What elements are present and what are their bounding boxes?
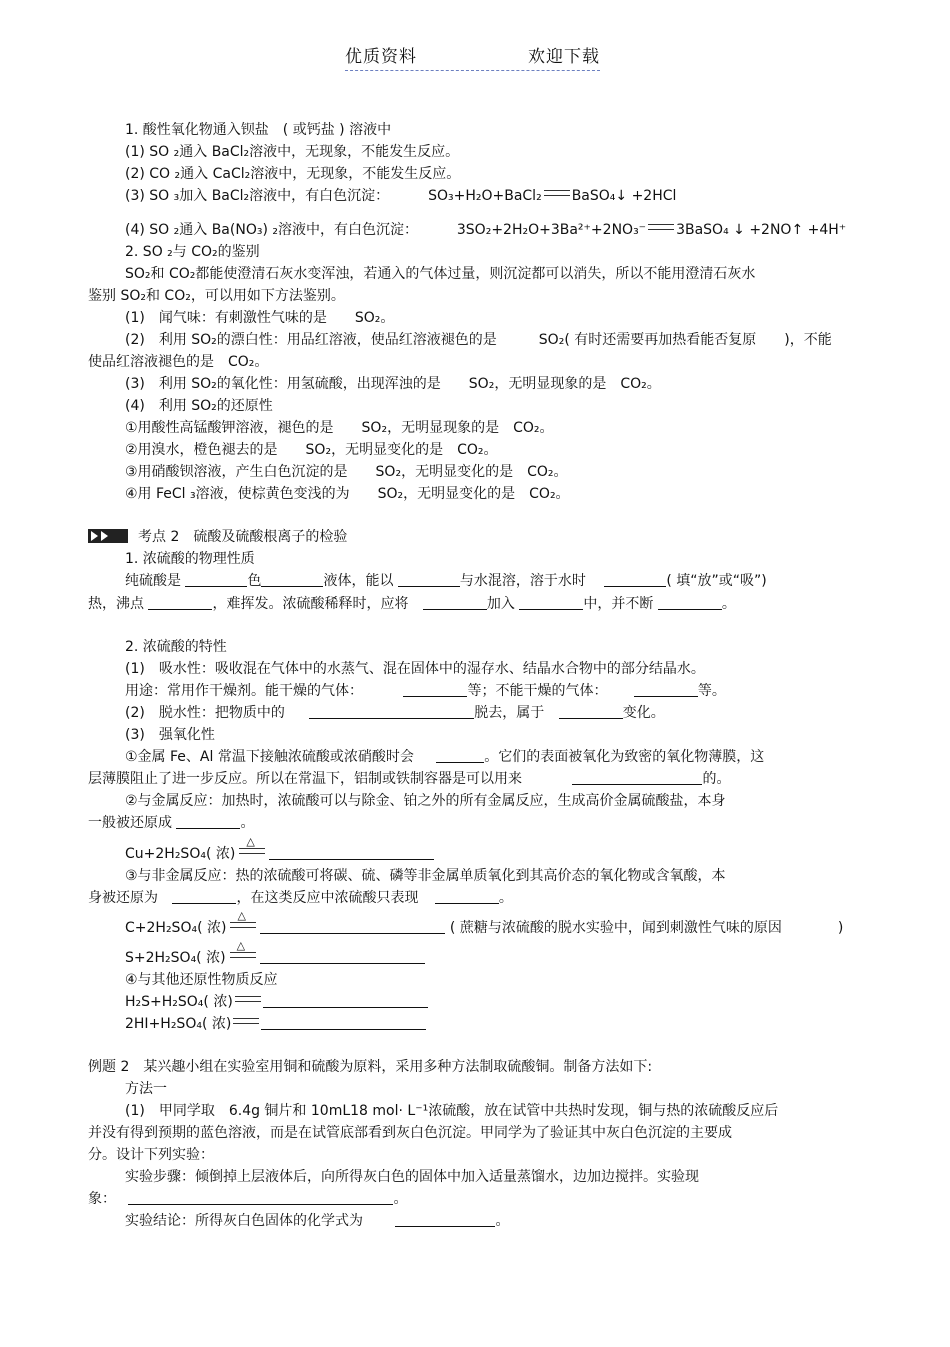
chem-text: 。它们的表面被氧化为致密的氧化物薄膜，这 [484, 749, 765, 765]
example-text: 象： [88, 1191, 116, 1207]
sec2-para-line1: SO₂和 CO₂都能使澄清石灰水变浑浊，若通入的气体过量，则沉淀都可以消失，所以不能用澄清石灰水 [125, 266, 756, 282]
phys-text: 热，沸点 [88, 596, 144, 612]
equation-products: BaSO₄↓ +2HCl [571, 188, 677, 204]
chem-text: 等。 [697, 683, 726, 699]
blank-field[interactable] [519, 595, 583, 610]
sec1-line2: (2) CO ₂通入 CaCl₂溶液中，无现象，不能发生反应。 [125, 166, 461, 182]
blank-field[interactable] [261, 572, 323, 587]
blank-field[interactable] [148, 595, 212, 610]
chem-text: 等；不能干燥的气体： [467, 683, 608, 699]
sec1-line3-text: (3) SO ₃加入 BaCl₂溶液中，有白色沉淀： [125, 188, 390, 204]
phys-text: 色 [247, 573, 262, 589]
blank-field[interactable] [128, 1190, 393, 1205]
chem-text: 变化。 [622, 705, 665, 721]
chem-title: 2. 浓硫酸的特性 [125, 639, 227, 655]
method-3: (3) 利用 SO₂的氧化性：用氢硫酸，出现浑浊的是 SO₂，无明显现象的是 CO₂。 [125, 376, 661, 392]
equals-sign [544, 190, 570, 196]
method-1: (1) 闻气味：有刺激性气味的是 SO₂。 [125, 310, 395, 326]
chem-text: 。 [240, 815, 255, 831]
c-equation [125, 918, 843, 938]
header-left: 优质资料 [345, 47, 417, 67]
equation-reactants: C+2H₂SO₄( 浓) [125, 920, 227, 936]
blank-field[interactable] [261, 1015, 426, 1030]
blank-field[interactable] [423, 595, 487, 610]
phys-text: 加入 [486, 596, 515, 612]
chem-text: 。 [498, 890, 513, 906]
phys-text: 纯硫酸是 [125, 573, 181, 589]
hi-equation [125, 1014, 426, 1034]
example-text: 。 [495, 1213, 510, 1229]
example-q1-line2: 并没有得到预期的蓝色溶液，而是在试管底部看到灰白色沉淀。甲同学为了验证其中灰白色沉淀的主要成 [88, 1125, 732, 1141]
blank-field[interactable] [176, 814, 240, 829]
blank-field[interactable] [269, 845, 434, 860]
h2s-equation [125, 992, 428, 1012]
chem-text: (2) 脱水性：把物质中的 [125, 705, 285, 721]
example-text: 实验结论：所得灰白色固体的化学式为 [125, 1213, 363, 1229]
example-q1-line3: 分。设计下列实验： [88, 1147, 214, 1163]
blank-field[interactable] [604, 572, 666, 587]
example-text: 。 [393, 1191, 408, 1207]
kaodian-heading [88, 527, 347, 547]
sec2-title: 2. SO ₂与 CO₂的鉴别 [125, 244, 260, 260]
equals-sign [233, 1018, 259, 1024]
heat-condition-icon [230, 922, 256, 928]
blank-field[interactable] [436, 748, 484, 763]
equals-sign [235, 996, 261, 1002]
oxidation-title: (3) 强氧化性 [125, 727, 215, 743]
page-header [345, 42, 600, 71]
heat-condition-icon [239, 848, 265, 854]
chem-text: 一般被还原成 [88, 815, 172, 831]
absorb-line: (1) 吸水性：吸收混在气体中的水蒸气、混在固体中的湿存水、结晶水合物中的部分结晶水。 [125, 661, 705, 677]
method-4-item3: ③用硝酸钡溶液，产生白色沉淀的是 SO₂，无明显变化的是 CO₂。 [125, 464, 568, 480]
blank-field[interactable] [634, 682, 698, 697]
kaodian-title: 考点 2 硫酸及硫酸根离子的检验 [138, 529, 348, 545]
blank-field[interactable] [572, 770, 702, 785]
s-equation [125, 948, 425, 968]
cu-equation [125, 844, 434, 864]
method-2-line2: 使品红溶液褪色的是 CO₂。 [88, 354, 269, 370]
passivation-line1 [125, 747, 764, 767]
nonmetal-reaction-line1: ③与非金属反应：热的浓硫酸可将碳、硫、磷等非金属单质氧化到其高价态的氧化物或含氧酸，本 [125, 868, 726, 884]
example-title: 例题 2 某兴趣小组在实验室用铜和硫酸为原料，采用多种方法制取硫酸铜。制备方法如下: [88, 1059, 653, 1075]
phys-text: ( 填“放”或“吸”) [666, 573, 767, 589]
phys-line1 [125, 571, 767, 591]
sec1-title: 1. 酸性氧化物通入钡盐 ( 或钙盐 ) 溶液中 [125, 122, 392, 138]
blank-field[interactable] [263, 993, 428, 1008]
blank-field[interactable] [185, 572, 247, 587]
blank-field[interactable] [403, 682, 467, 697]
phys-text: 与水混溶，溶于水时 [459, 573, 586, 589]
chem-text: 的。 [702, 771, 731, 787]
phys-text: ，难挥发。浓硫酸稀释时，应将 [212, 596, 409, 612]
method-4-item2: ②用溴水，橙色褪去的是 SO₂，无明显变化的是 CO₂。 [125, 442, 498, 458]
blank-field[interactable] [395, 1212, 495, 1227]
chem-text: 层薄膜阻止了进一步反应。所以在常温下，铝制或铁制容器是可以用来 [88, 771, 522, 787]
sec1-line1: (1) SO ₂通入 BaCl₂溶液中，无现象，不能发生反应。 [125, 144, 460, 160]
phys-text: 中，并不断 [583, 596, 654, 612]
phys-line2 [88, 594, 736, 614]
chem-text: 身被还原为 [88, 890, 158, 906]
example-conclusion [125, 1211, 509, 1231]
method-2-line1: (2) 利用 SO₂的漂白性：用品红溶液，使品红溶液褪色的是 SO₂( 有时还需要再加热看能否复原 )，不能 [125, 332, 832, 348]
metal-reaction-line2 [88, 813, 254, 833]
sugar-note: ( 蔗糖与浓硫酸的脱水实验中，闻到刺激性气味的原因 ) [449, 920, 844, 936]
drying-use-line [125, 681, 726, 701]
passivation-line2 [88, 769, 730, 789]
chem-text: ，在这类反应中浓硫酸只表现 [236, 890, 419, 906]
method-4: (4) 利用 SO₂的还原性 [125, 398, 273, 414]
phys-title: 1. 浓硫酸的物理性质 [125, 551, 255, 567]
example-step-line2 [88, 1189, 407, 1209]
equals-sign [648, 224, 674, 230]
sec2-para-line2: 鉴别 SO₂和 CO₂，可以用如下方法鉴别。 [88, 288, 345, 304]
sec1-line4 [125, 220, 846, 240]
equation-reactants: 3SO₂+2H₂O+3Ba²⁺+2NO₃⁻ [456, 222, 647, 238]
reductant-title: ④与其他还原性物质反应 [125, 972, 278, 988]
phys-text: 。 [721, 596, 736, 612]
nonmetal-reaction-line2 [88, 888, 513, 908]
chem-text: ①金属 Fe、Al 常温下接触浓硫酸或浓硝酸时会 [125, 749, 414, 765]
blank-field[interactable] [172, 889, 236, 904]
equation-products: 3BaSO₄ ↓ +2NO↑ +4H⁺ [676, 222, 847, 238]
sec1-line3 [125, 186, 676, 206]
example-method: 方法一 [125, 1081, 167, 1097]
heat-condition-icon [230, 952, 256, 958]
example-q1-line1: (1) 甲同学取 6.4g 铜片和 10mL18 mol· L⁻¹浓硫酸，放在试管中共热时发现，铜与热的浓硫酸反应后 [125, 1103, 779, 1119]
blank-field[interactable] [260, 949, 425, 964]
metal-reaction-line1: ②与金属反应：加热时，浓硫酸可以与除金、铂之外的所有金属反应，生成高价金属硫酸盐，本身 [125, 793, 726, 809]
example-step-line1: 实验步骤：倾倒掉上层液体后，向所得灰白色的固体中加入适量蒸馏水，边加边搅拌。实验现 [125, 1169, 699, 1185]
blank-field[interactable] [435, 889, 499, 904]
chem-text: 用途：常用作干燥剂。能干燥的气体： [125, 683, 363, 699]
double-arrow-icon [88, 529, 128, 543]
equation-reactants: S+2H₂SO₄( 浓) [125, 950, 226, 966]
method-4-item1: ①用酸性高锰酸钾溶液，褪色的是 SO₂，无明显现象的是 CO₂。 [125, 420, 554, 436]
phys-text: 液体，能以 [323, 573, 394, 589]
blank-field[interactable] [309, 704, 474, 719]
blank-field[interactable] [260, 919, 445, 934]
dehydration-line [125, 703, 665, 723]
blank-field[interactable] [559, 704, 623, 719]
equation-reactants: Cu+2H₂SO₄( 浓) [125, 846, 236, 862]
blank-field[interactable] [658, 595, 722, 610]
sec1-line4-text: (4) SO ₂通入 Ba(NO₃) ₂溶液中，有白色沉淀： [125, 222, 418, 238]
method-4-item4: ④用 FeCl ₃溶液，使棕黄色变浅的为 SO₂，无明显变化的是 CO₂。 [125, 486, 570, 502]
chem-text: 脱去，属于 [474, 705, 545, 721]
equation-reactants: H₂S+H₂SO₄( 浓) [125, 994, 233, 1010]
header-right: 欢迎下载 [528, 47, 600, 67]
blank-field[interactable] [398, 572, 460, 587]
equation-reactants: 2HI+H₂SO₄( 浓) [125, 1016, 232, 1032]
equation-reactants: SO₃+H₂O+BaCl₂ [428, 188, 542, 204]
